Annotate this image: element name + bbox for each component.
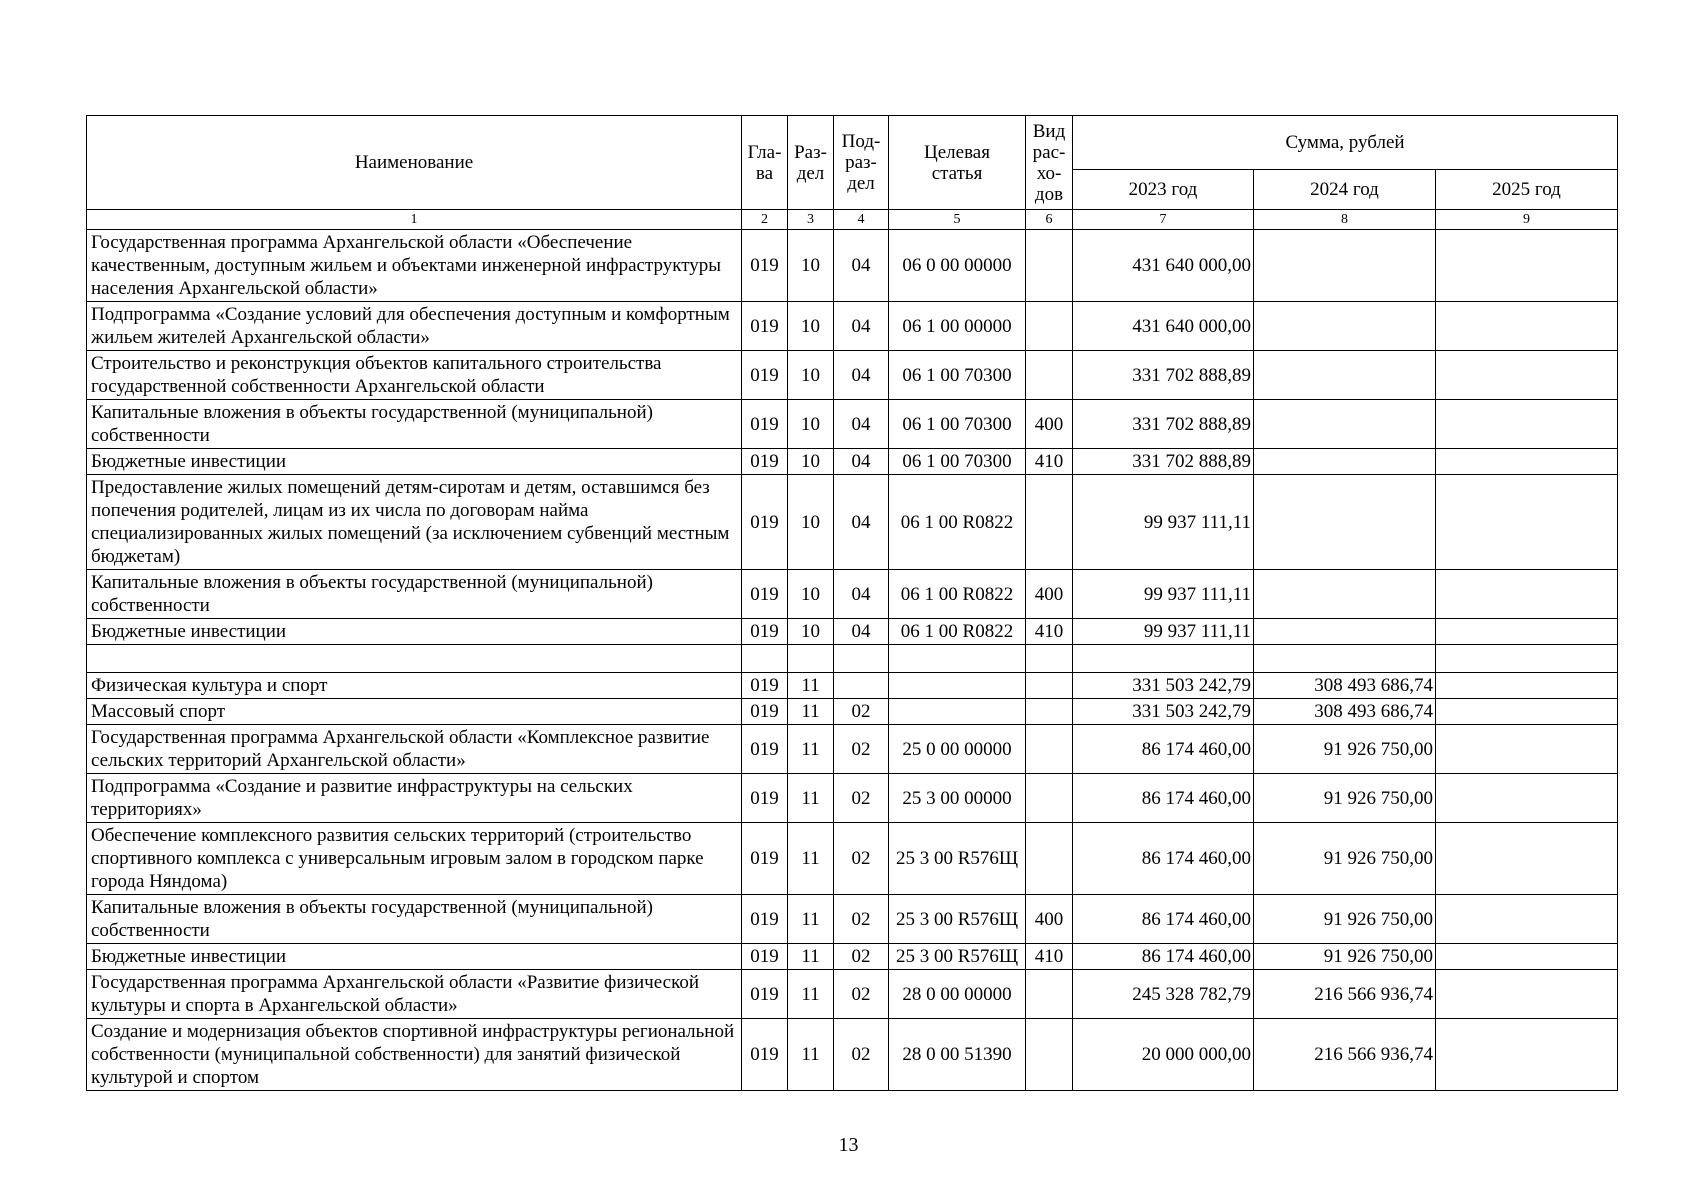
table-row [87, 400, 1618, 449]
column-number: 1 [87, 210, 742, 230]
cell-name: Создание и модернизация объектов спортивной инфраструктуры региональной собственности (муниципальной собственности) для занятий физической культурой и спортом [87, 1019, 742, 1091]
cell-razdel: 10 [788, 475, 834, 570]
cell-podrazdel: 02 [834, 1019, 889, 1091]
cell-razdel: 11 [788, 673, 834, 699]
cell-sum-2023 [1073, 645, 1254, 673]
cell-podrazdel: 04 [834, 570, 889, 619]
table-row [87, 645, 1618, 673]
cell-podrazdel: 04 [834, 230, 889, 302]
table-row [87, 823, 1618, 895]
cell-sum-2023: 99 937 111,11 [1073, 570, 1254, 619]
cell-sum-2025 [1436, 970, 1618, 1019]
cell-glava: 019 [742, 351, 788, 400]
cell-sum-2023: 99 937 111,11 [1073, 475, 1254, 570]
cell-vid-rashodov: 410 [1026, 619, 1073, 645]
cell-celevaya-statya: 06 1 00 70300 [889, 351, 1026, 400]
cell-name: Капитальные вложения в объекты государственной (муниципальной) собственности [87, 570, 742, 619]
cell-glava [742, 645, 788, 673]
cell-vid-rashodov [1026, 645, 1073, 673]
cell-podrazdel [834, 673, 889, 699]
cell-vid-rashodov [1026, 823, 1073, 895]
cell-vid-rashodov [1026, 351, 1073, 400]
column-number: 8 [1254, 210, 1436, 230]
cell-glava: 019 [742, 1019, 788, 1091]
table-row [87, 1019, 1618, 1091]
page-number: 13 [838, 1134, 859, 1156]
cell-podrazdel: 04 [834, 475, 889, 570]
cell-sum-2023: 431 640 000,00 [1073, 230, 1254, 302]
cell-razdel: 10 [788, 230, 834, 302]
cell-razdel: 11 [788, 774, 834, 823]
header-name: Наименование [87, 116, 742, 210]
cell-sum-2023: 331 503 242,79 [1073, 699, 1254, 725]
cell-sum-2023: 331 702 888,89 [1073, 449, 1254, 475]
cell-glava: 019 [742, 699, 788, 725]
cell-sum-2025 [1436, 645, 1618, 673]
cell-sum-2023: 86 174 460,00 [1073, 944, 1254, 970]
cell-vid-rashodov [1026, 302, 1073, 351]
cell-razdel [788, 645, 834, 673]
cell-sum-2025 [1436, 673, 1618, 699]
cell-sum-2024: 216 566 936,74 [1254, 970, 1436, 1019]
cell-sum-2024: 91 926 750,00 [1254, 895, 1436, 944]
cell-glava: 019 [742, 230, 788, 302]
cell-celevaya-statya: 28 0 00 00000 [889, 970, 1026, 1019]
column-number: 2 [742, 210, 788, 230]
cell-celevaya-statya: 25 3 00 R576Щ [889, 823, 1026, 895]
cell-name: Подпрограмма «Создание условий для обеспечения доступным и комфортным жильем жителей Архангельской области» [87, 302, 742, 351]
cell-razdel: 10 [788, 400, 834, 449]
cell-glava: 019 [742, 400, 788, 449]
cell-glava: 019 [742, 570, 788, 619]
table-row [87, 944, 1618, 970]
table-row [87, 774, 1618, 823]
cell-razdel: 10 [788, 449, 834, 475]
cell-glava: 019 [742, 302, 788, 351]
cell-celevaya-statya [889, 673, 1026, 699]
header-summa: Сумма, рублей [1073, 116, 1618, 170]
cell-razdel: 10 [788, 570, 834, 619]
cell-name: Капитальные вложения в объекты государственной (муниципальной) собственности [87, 895, 742, 944]
cell-podrazdel: 02 [834, 725, 889, 774]
cell-sum-2025 [1436, 475, 1618, 570]
table-row [87, 699, 1618, 725]
cell-podrazdel: 02 [834, 699, 889, 725]
cell-sum-2025 [1436, 302, 1618, 351]
table-row [87, 230, 1618, 302]
table-row [87, 970, 1618, 1019]
cell-name: Строительство и реконструкция объектов капитального строительства государственной собственности Архангельской области [87, 351, 742, 400]
cell-vid-rashodov [1026, 774, 1073, 823]
cell-sum-2023: 331 503 242,79 [1073, 673, 1254, 699]
budget-table [86, 115, 1618, 1091]
cell-celevaya-statya: 06 1 00 00000 [889, 302, 1026, 351]
cell-vid-rashodov [1026, 475, 1073, 570]
header-year-2023: 2023 год [1073, 170, 1254, 210]
cell-vid-rashodov [1026, 1019, 1073, 1091]
cell-sum-2025 [1436, 944, 1618, 970]
table-row [87, 449, 1618, 475]
header-year-2025: 2025 год [1436, 170, 1618, 210]
cell-celevaya-statya: 25 0 00 00000 [889, 725, 1026, 774]
cell-vid-rashodov [1026, 673, 1073, 699]
cell-name: Государственная программа Архангельской области «Комплексное развитие сельских территорий Архангельской области» [87, 725, 742, 774]
cell-name [87, 645, 742, 673]
column-numbers-row [87, 210, 1618, 230]
cell-celevaya-statya [889, 699, 1026, 725]
cell-sum-2024 [1254, 230, 1436, 302]
cell-podrazdel: 04 [834, 351, 889, 400]
cell-name: Массовый спорт [87, 699, 742, 725]
cell-sum-2024: 308 493 686,74 [1254, 699, 1436, 725]
cell-vid-rashodov: 400 [1026, 400, 1073, 449]
table-row [87, 351, 1618, 400]
cell-sum-2025 [1436, 823, 1618, 895]
cell-sum-2025 [1436, 774, 1618, 823]
cell-glava: 019 [742, 823, 788, 895]
cell-sum-2023: 86 174 460,00 [1073, 895, 1254, 944]
header-glava: Гла- ва [742, 116, 788, 210]
column-number: 5 [889, 210, 1026, 230]
cell-razdel: 11 [788, 970, 834, 1019]
cell-sum-2023: 331 702 888,89 [1073, 351, 1254, 400]
cell-podrazdel: 04 [834, 619, 889, 645]
cell-razdel: 11 [788, 699, 834, 725]
cell-celevaya-statya: 06 1 00 R0822 [889, 619, 1026, 645]
cell-razdel: 10 [788, 351, 834, 400]
cell-sum-2025 [1436, 400, 1618, 449]
cell-glava: 019 [742, 475, 788, 570]
cell-glava: 019 [742, 619, 788, 645]
cell-sum-2024 [1254, 475, 1436, 570]
cell-celevaya-statya: 06 1 00 R0822 [889, 475, 1026, 570]
cell-celevaya-statya: 06 1 00 70300 [889, 449, 1026, 475]
table-row [87, 619, 1618, 645]
cell-podrazdel: 02 [834, 774, 889, 823]
cell-sum-2023: 86 174 460,00 [1073, 823, 1254, 895]
cell-sum-2024 [1254, 619, 1436, 645]
cell-sum-2024: 216 566 936,74 [1254, 1019, 1436, 1091]
header-celevaya-statya: Целевая статья [889, 116, 1026, 210]
header-vid-rashodov: Вид рас- хо- дов [1026, 116, 1073, 210]
cell-podrazdel: 04 [834, 449, 889, 475]
cell-razdel: 11 [788, 1019, 834, 1091]
cell-name: Бюджетные инвестиции [87, 449, 742, 475]
cell-name: Подпрограмма «Создание и развитие инфраструктуры на сельских территориях» [87, 774, 742, 823]
cell-razdel: 10 [788, 302, 834, 351]
header-year-2024: 2024 год [1254, 170, 1436, 210]
cell-vid-rashodov [1026, 699, 1073, 725]
column-number: 3 [788, 210, 834, 230]
table-row [87, 302, 1618, 351]
cell-sum-2024 [1254, 400, 1436, 449]
table-row [87, 725, 1618, 774]
cell-sum-2024: 308 493 686,74 [1254, 673, 1436, 699]
table-row [87, 570, 1618, 619]
cell-name: Государственная программа Архангельской области «Развитие физической культуры и спорта в Архангельской области» [87, 970, 742, 1019]
table-row [87, 895, 1618, 944]
cell-sum-2023: 99 937 111,11 [1073, 619, 1254, 645]
cell-sum-2024 [1254, 570, 1436, 619]
cell-sum-2023: 331 702 888,89 [1073, 400, 1254, 449]
cell-razdel: 11 [788, 944, 834, 970]
cell-name: Предоставление жилых помещений детям-сиротам и детям, оставшимся без попечения родителей, лицам из их числа по договорам найма специализированных жилых помещений (за исключением субвенций местным бюджетам) [87, 475, 742, 570]
cell-sum-2025 [1436, 895, 1618, 944]
cell-celevaya-statya [889, 645, 1026, 673]
cell-vid-rashodov [1026, 970, 1073, 1019]
column-number: 9 [1436, 210, 1618, 230]
cell-podrazdel: 02 [834, 895, 889, 944]
cell-celevaya-statya: 25 3 00 R576Щ [889, 895, 1026, 944]
cell-celevaya-statya: 06 1 00 70300 [889, 400, 1026, 449]
column-number: 4 [834, 210, 889, 230]
cell-sum-2023: 431 640 000,00 [1073, 302, 1254, 351]
cell-sum-2024: 91 926 750,00 [1254, 944, 1436, 970]
cell-sum-2024 [1254, 351, 1436, 400]
cell-glava: 019 [742, 774, 788, 823]
cell-glava: 019 [742, 944, 788, 970]
column-number: 6 [1026, 210, 1073, 230]
cell-razdel: 11 [788, 725, 834, 774]
cell-celevaya-statya: 06 1 00 R0822 [889, 570, 1026, 619]
table-row [87, 673, 1618, 699]
cell-name: Физическая культура и спорт [87, 673, 742, 699]
cell-sum-2025 [1436, 1019, 1618, 1091]
cell-name: Бюджетные инвестиции [87, 619, 742, 645]
cell-vid-rashodov: 400 [1026, 570, 1073, 619]
table-body [87, 210, 1618, 1091]
cell-sum-2023: 86 174 460,00 [1073, 774, 1254, 823]
cell-podrazdel: 02 [834, 944, 889, 970]
cell-vid-rashodov [1026, 725, 1073, 774]
cell-razdel: 11 [788, 895, 834, 944]
cell-sum-2025 [1436, 725, 1618, 774]
cell-glava: 019 [742, 725, 788, 774]
cell-sum-2023: 86 174 460,00 [1073, 725, 1254, 774]
cell-sum-2023: 245 328 782,79 [1073, 970, 1254, 1019]
cell-podrazdel: 02 [834, 970, 889, 1019]
cell-sum-2025 [1436, 699, 1618, 725]
header-podrazdel: Под- раз- дел [834, 116, 889, 210]
cell-glava: 019 [742, 673, 788, 699]
cell-sum-2024: 91 926 750,00 [1254, 823, 1436, 895]
cell-vid-rashodov: 410 [1026, 449, 1073, 475]
cell-sum-2025 [1436, 570, 1618, 619]
cell-sum-2025 [1436, 449, 1618, 475]
cell-celevaya-statya: 25 3 00 R576Щ [889, 944, 1026, 970]
cell-name: Капитальные вложения в объекты государственной (муниципальной) собственности [87, 400, 742, 449]
cell-sum-2025 [1436, 619, 1618, 645]
column-number: 7 [1073, 210, 1254, 230]
cell-razdel: 10 [788, 619, 834, 645]
cell-sum-2024 [1254, 449, 1436, 475]
cell-podrazdel: 04 [834, 400, 889, 449]
cell-podrazdel: 04 [834, 302, 889, 351]
cell-celevaya-statya: 25 3 00 00000 [889, 774, 1026, 823]
cell-vid-rashodov: 400 [1026, 895, 1073, 944]
cell-razdel: 11 [788, 823, 834, 895]
cell-sum-2024: 91 926 750,00 [1254, 725, 1436, 774]
cell-sum-2024 [1254, 645, 1436, 673]
cell-name: Обеспечение комплексного развития сельских территорий (строительство спортивного комплекса с универсальным игровым залом в городском парке города Няндома) [87, 823, 742, 895]
cell-podrazdel [834, 645, 889, 673]
cell-sum-2025 [1436, 351, 1618, 400]
cell-celevaya-statya: 06 0 00 00000 [889, 230, 1026, 302]
header-razdel: Раз- дел [788, 116, 834, 210]
cell-name: Бюджетные инвестиции [87, 944, 742, 970]
cell-glava: 019 [742, 895, 788, 944]
cell-sum-2023: 20 000 000,00 [1073, 1019, 1254, 1091]
cell-glava: 019 [742, 449, 788, 475]
cell-celevaya-statya: 28 0 00 51390 [889, 1019, 1026, 1091]
cell-name: Государственная программа Архангельской области «Обеспечение качественным, доступным жильем и объектами инженерной инфраструктуры населения Архангельской области» [87, 230, 742, 302]
cell-vid-rashodov [1026, 230, 1073, 302]
cell-glava: 019 [742, 970, 788, 1019]
cell-sum-2024: 91 926 750,00 [1254, 774, 1436, 823]
table-row [87, 475, 1618, 570]
cell-vid-rashodov: 410 [1026, 944, 1073, 970]
cell-sum-2024 [1254, 302, 1436, 351]
cell-podrazdel: 02 [834, 823, 889, 895]
cell-sum-2025 [1436, 230, 1618, 302]
